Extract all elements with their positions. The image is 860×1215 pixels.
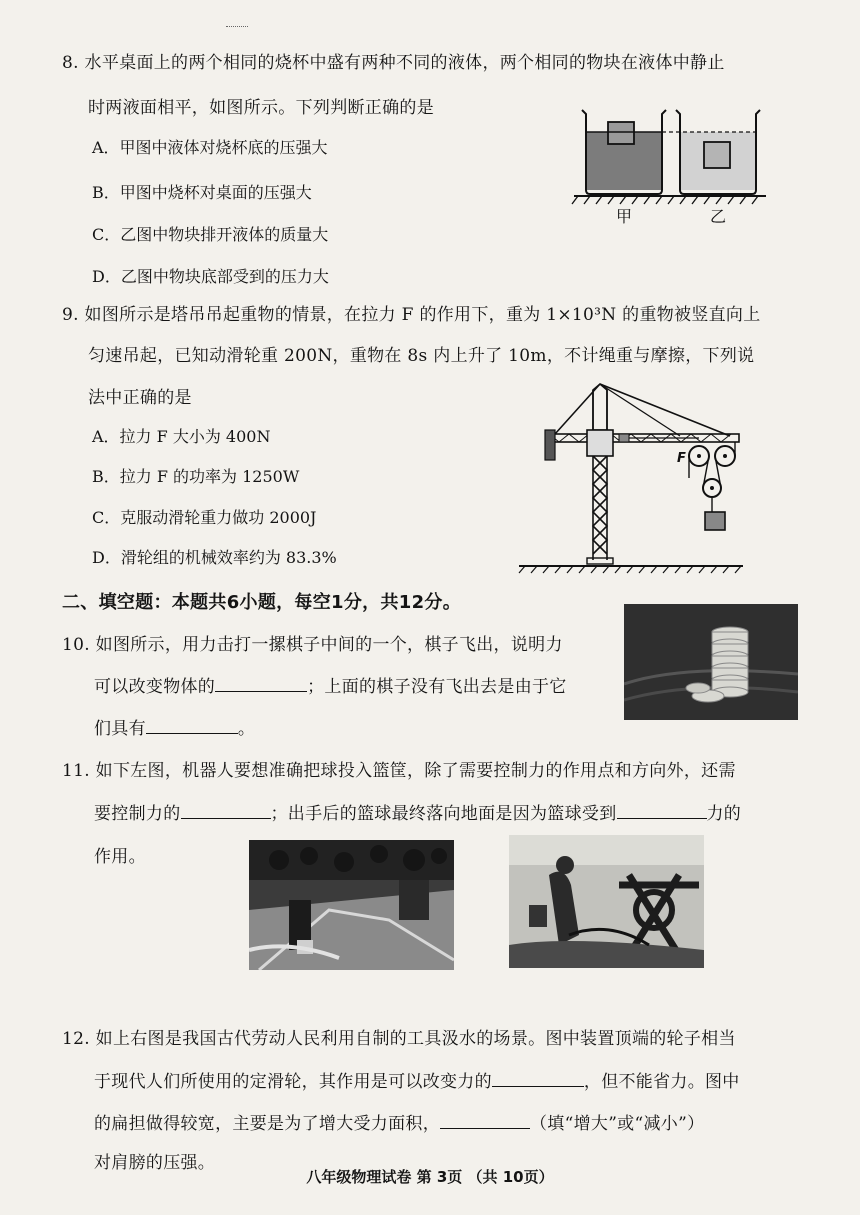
- table-hatch: [572, 196, 758, 204]
- q8-text1: 水平桌面上的两个相同的烧杯中盛有两种不同的液体，两个相同的物块在液体中静止: [84, 53, 725, 73]
- q8-option-a: A．甲图中液体对烧杯底的压强大: [92, 138, 328, 157]
- q12-blank-1[interactable]: [492, 1070, 584, 1087]
- force-label-f: F: [677, 451, 686, 466]
- q10-text2a: 可以改变物体的: [94, 677, 216, 697]
- crane-cab: [587, 430, 613, 456]
- page-footer: 八年级物理试卷 第 3页 （共 10页）: [306, 1168, 554, 1186]
- q9-option-d: D．滑轮组的机械效率约为 83.3%: [92, 548, 337, 567]
- label-yi: 乙: [710, 207, 727, 226]
- q12-line3: [94, 1109, 704, 1134]
- q9-line2: 匀速吊起，已知动滑轮重 200N，重物在 8s 内上升了 10m，不计绳重与摩擦，下列说: [88, 346, 755, 366]
- q11-text2b: ；出手后的篮球最终落向地面是因为篮球受到: [270, 804, 617, 824]
- q9-option-a: A．拉力 F 大小为 400N: [92, 427, 271, 446]
- q11-line2: [94, 799, 741, 824]
- crane-tie-right: [600, 384, 730, 436]
- q9-line1: [62, 300, 761, 325]
- q10-line2: [94, 672, 567, 697]
- q12-line1: [62, 1024, 736, 1049]
- counterweight: [545, 430, 555, 460]
- q10-number: 10.: [62, 635, 90, 655]
- q12-water-lifting-photo: [509, 835, 704, 968]
- q12-line2: [94, 1067, 740, 1092]
- section-2-heading: 二、填空题：本题共6小题，每空1分，共12分。: [62, 592, 461, 613]
- q11-text2c: 力的: [706, 804, 742, 824]
- q11-text2a: 要控制力的: [94, 804, 181, 824]
- load-weight: [705, 512, 725, 530]
- q12-text2a: 于现代人们所使用的定滑轮，其作用是可以改变力的: [94, 1072, 492, 1092]
- block-jia: [608, 122, 634, 144]
- q12-number: 12.: [62, 1029, 90, 1049]
- q8-line2: 时两液面相平，如图所示。下列判断正确的是: [88, 98, 434, 118]
- q11-line1: [62, 756, 736, 781]
- q11-robot-basketball-photo: [249, 840, 454, 970]
- q11-number: 11.: [62, 761, 90, 781]
- q10-text3a: 们具有: [94, 719, 146, 739]
- q10-blank-2[interactable]: [146, 717, 238, 734]
- q8-beaker-figure: [570, 102, 770, 230]
- q8-option-b: B．甲图中烧杯对桌面的压强大: [92, 183, 312, 202]
- q10-blank-1[interactable]: [215, 675, 307, 692]
- q10-text3b: 。: [237, 719, 256, 739]
- q12-text2b: ，但不能省力。图中: [583, 1072, 740, 1092]
- q9-option-b: B．拉力 F 的功率为 1250W: [92, 467, 300, 486]
- q8-option-d: D．乙图中物块底部受到的压力大: [92, 267, 329, 286]
- q11-line3: 作用。: [94, 847, 146, 867]
- q9-option-c: C．克服动滑轮重力做功 2000J: [92, 508, 317, 527]
- q11-blank-2[interactable]: [617, 802, 707, 819]
- label-jia: 甲: [616, 207, 633, 226]
- q9-text1: 如图所示是塔吊吊起重物的情景，在拉力 F 的作用下，重为 1×10³N 的重物被竖直向上: [84, 305, 761, 325]
- q9-line3: 法中正确的是: [88, 388, 192, 408]
- q10-text1: 如图所示，用力击打一摞棋子中间的一个，棋子飞出，说明力: [95, 635, 563, 655]
- q11-text1: 如下左图，机器人要想准确把球投入篮筐，除了需要控制力的作用点和方向外，还需: [95, 761, 736, 781]
- q12-line4: 对肩膀的压强。: [94, 1153, 216, 1173]
- header-dots: [226, 26, 248, 27]
- q10-line3: [94, 714, 255, 739]
- crane-mast: [593, 390, 607, 560]
- q12-text1: 如上右图是我国古代劳动人民利用自制的工具汲水的场景。图中装置顶端的轮子相当: [95, 1029, 736, 1049]
- q8-number: 8.: [62, 53, 79, 73]
- q9-tower-crane-figure: [515, 382, 745, 578]
- q12-blank-2[interactable]: [440, 1112, 530, 1129]
- q10-text2b: ；上面的棋子没有飞出去是由于它: [307, 677, 567, 697]
- q10-line1: [62, 630, 563, 655]
- q11-blank-1[interactable]: [181, 802, 271, 819]
- block-yi: [704, 142, 730, 168]
- q8-line1: [62, 48, 725, 73]
- q8-option-c: C．乙图中物块排开液体的质量大: [92, 225, 329, 244]
- q9-number: 9.: [62, 305, 79, 325]
- q12-text3a: 的扁担做得较宽，主要是为了增大受力面积，: [94, 1114, 440, 1134]
- q10-checkers-photo: [624, 604, 798, 720]
- q12-text3b: （填“增大”或“减小”）: [530, 1114, 705, 1134]
